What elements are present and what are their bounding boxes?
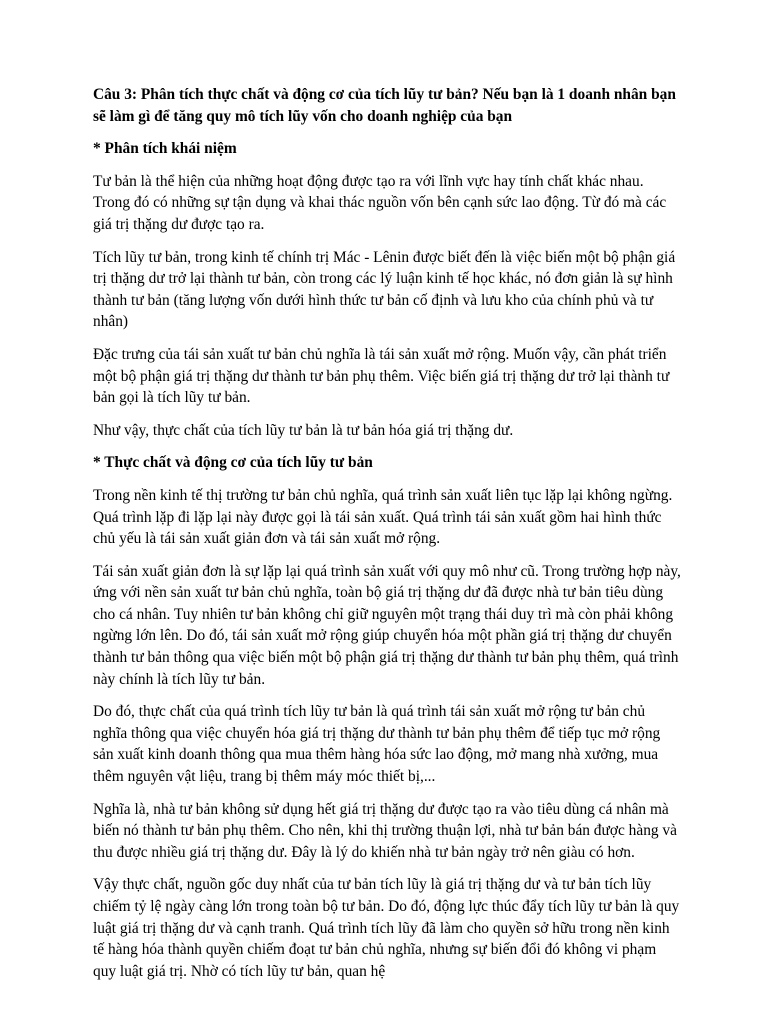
paragraph-6: Tái sản xuất giản đơn là sự lặp lại quá trình sản xuất với quy mô như cũ. Trong trường hợp này, ứng với nền sản xuất tư bản chủ nghĩa, toàn bộ giá trị thặng dư đã được nhà tư bản tiêu dùng cho cá nhân. Tuy nhiên tư bản không chỉ giữ nguyên một trạng thái duy trì mà còn phải không ngừng lớn lên. Do đó, tái sản xuất mở rộng giúp chuyển hóa một phần giá trị thặng dư chuyển thành tư bản thông qua việc biến một bộ phận giá trị thặng dư thành tư bản phụ thêm, quá trình này chính là tích lũy tư bản. [93,562,681,688]
paragraph-4: Như vậy, thực chất của tích lũy tư bản là tư bản hóa giá trị thặng dư. [93,421,514,439]
paragraph-8: Nghĩa là, nhà tư bản không sử dụng hết giá trị thặng dư được tạo ra vào tiêu dùng cá nhân mà biến nó thành tư bản phụ thêm. Cho nên, khi thị trường thuận lợi, nhà tư bản bán được hàng và thu được nhiều giá trị thặng dư. Đây là lý do khiến nhà tư bản ngày trở nên giàu có hơn. [93,800,677,861]
section-heading-concept: * Phân tích khái niệm [93,140,237,158]
paragraph-7: Do đó, thực chất của quá trình tích lũy tư bản là quá trình tái sản xuất mở rộng tư bản chủ nghĩa thông qua việc chuyển hóa giá trị thặng dư thành tư bản phụ thêm để tiếp tục mở rộng sản xuất kinh doanh thông qua mua thêm hàng hóa sức lao động, mở mang nhà xưởng, mua thêm nguyên vật liệu, trang bị thêm máy móc thiết bị,... [93,703,661,786]
question-title: Câu 3: Phân tích thực chất và động cơ của tích lũy tư bản? Nếu bạn là 1 doanh nhân bạn sẽ làm gì để tăng quy mô tích lũy vốn cho doanh nghiệp của bạn [93,86,676,125]
paragraph-5: Trong nền kinh tế thị trường tư bản chủ nghĩa, quá trình sản xuất liên tục lặp lại không ngừng. Quá trình lặp đi lặp lại này được gọi là tái sản xuất. Quá trình tái sản xuất gồm hai hình thức chủ yếu là tái sản xuất giản đơn và tái sản xuất mở rộng. [93,486,673,548]
document-page [93,84,683,993]
section-heading-essence: * Thực chất và động cơ của tích lũy tư bản [93,454,373,472]
paragraph-2: Tích lũy tư bản, trong kinh tế chính trị Mác - Lênin được biết đến là việc biến một bộ phận giá trị thặng dư trở lại thành tư bản, còn trong các lý luận kinh tế học khác, nó đơn giản là sự hình thành tư bản (tăng lượng vốn dưới hình thức tư bản cố định và lưu kho của chính phủ và tư nhân) [93,248,676,331]
paragraph-9: Vậy thực chất, nguồn gốc duy nhất của tư bản tích lũy là giá trị thặng dư và tư bản tích lũy chiếm tỷ lệ ngày càng lớn trong toàn bộ tư bản. Do đó, động lực thúc đẩy tích lũy tư bản là quy luật giá trị thặng dư và cạnh tranh. Quá trình tích lũy đã làm cho quyền sở hữu trong nền kinh tế hàng hóa thành quyền chiếm đoạt tư bản chủ nghĩa, nhưng sự biến đổi đó không vi phạm quy luật giá trị. Nhờ có tích lũy tư bản, quan hệ [93,876,680,980]
paragraph-3: Đặc trưng của tái sản xuất tư bản chủ nghĩa là tái sản xuất mở rộng. Muốn vậy, cần phát triển một bộ phận giá trị thặng dư thành tư bản phụ thêm. Việc biến giá trị thặng dư trở lại thành tư bản gọi là tích lũy tư bản. [93,345,670,407]
paragraph-1: Tư bản là thể hiện của những hoạt động được tạo ra với lĩnh vực hay tính chất khác nhau. Trong đó có những sự tận dụng và khai thác nguồn vốn bên cạnh sức lao động. Từ đó mà các giá trị thặng dư được tạo ra. [93,172,667,233]
